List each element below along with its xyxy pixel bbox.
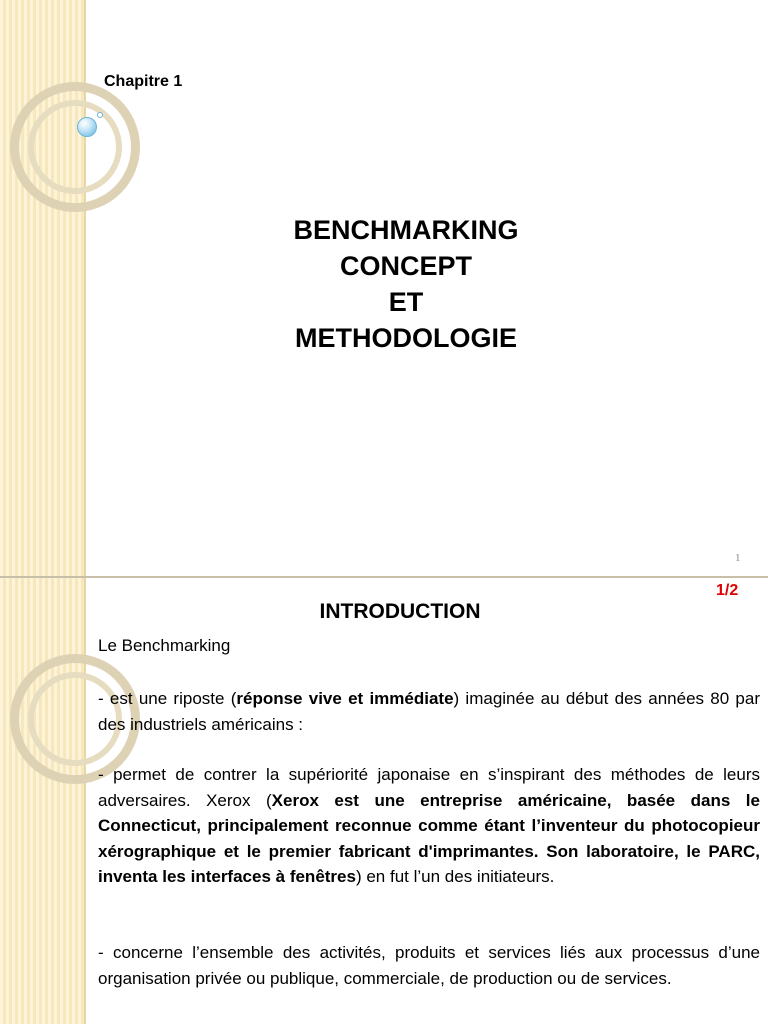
stripe-edge [84,576,86,1024]
paragraph-text: - est une riposte ( [98,689,237,708]
decorative-inner-ring-icon [28,100,122,194]
lead-text: Le Benchmarking [98,636,231,655]
title-line: ET [388,287,424,317]
bubble-icon [77,117,97,137]
paragraph-text: - permet de contrer la supériorité japonaise en s’inspirant des méthodes de leurs adversaires. Xerox ( [98,765,760,810]
introduction-slide [0,576,768,1024]
title-line: BENCHMARKING [293,215,519,245]
paragraph-scope [98,940,760,991]
paragraph-text: ) en fut l’un des initiateurs. [355,867,555,886]
paragraph-text: ) imaginée au début des années 80 par des industriels américains : [98,689,761,734]
page-number: 1 [735,552,741,564]
paragraph-bold-text: réponse vive et immédiate [236,689,454,708]
title-line: METHODOLOGIE [295,323,517,353]
small-bubble-icon [97,112,103,118]
paragraph-riposte [98,686,760,737]
slide-title [200,212,612,356]
paragraph-bold-text: Xerox est une entreprise américaine, basée dans le Connecticut, principalement reconnue comme étant l’inventeur du photocopieur xérographique et le premier fabricant d'imprimantes. Son laboratoire, le PARC, inventa les interfaces à fenêtres [98,790,760,886]
paragraph-text: - concerne l’ensemble des activités, produits et services liés aux processus d’une organisation privée ou publique, commerciale, de production ou de services. [98,943,760,988]
section-heading: INTRODUCTION [319,600,481,623]
paragraph-xerox [98,762,760,890]
slide-counter: 1/2 [716,582,739,599]
title-line: CONCEPT [339,251,472,281]
slide-divider [0,576,768,578]
chapter-label: Chapitre 1 [104,73,183,90]
decorative-stripe [0,576,84,1024]
